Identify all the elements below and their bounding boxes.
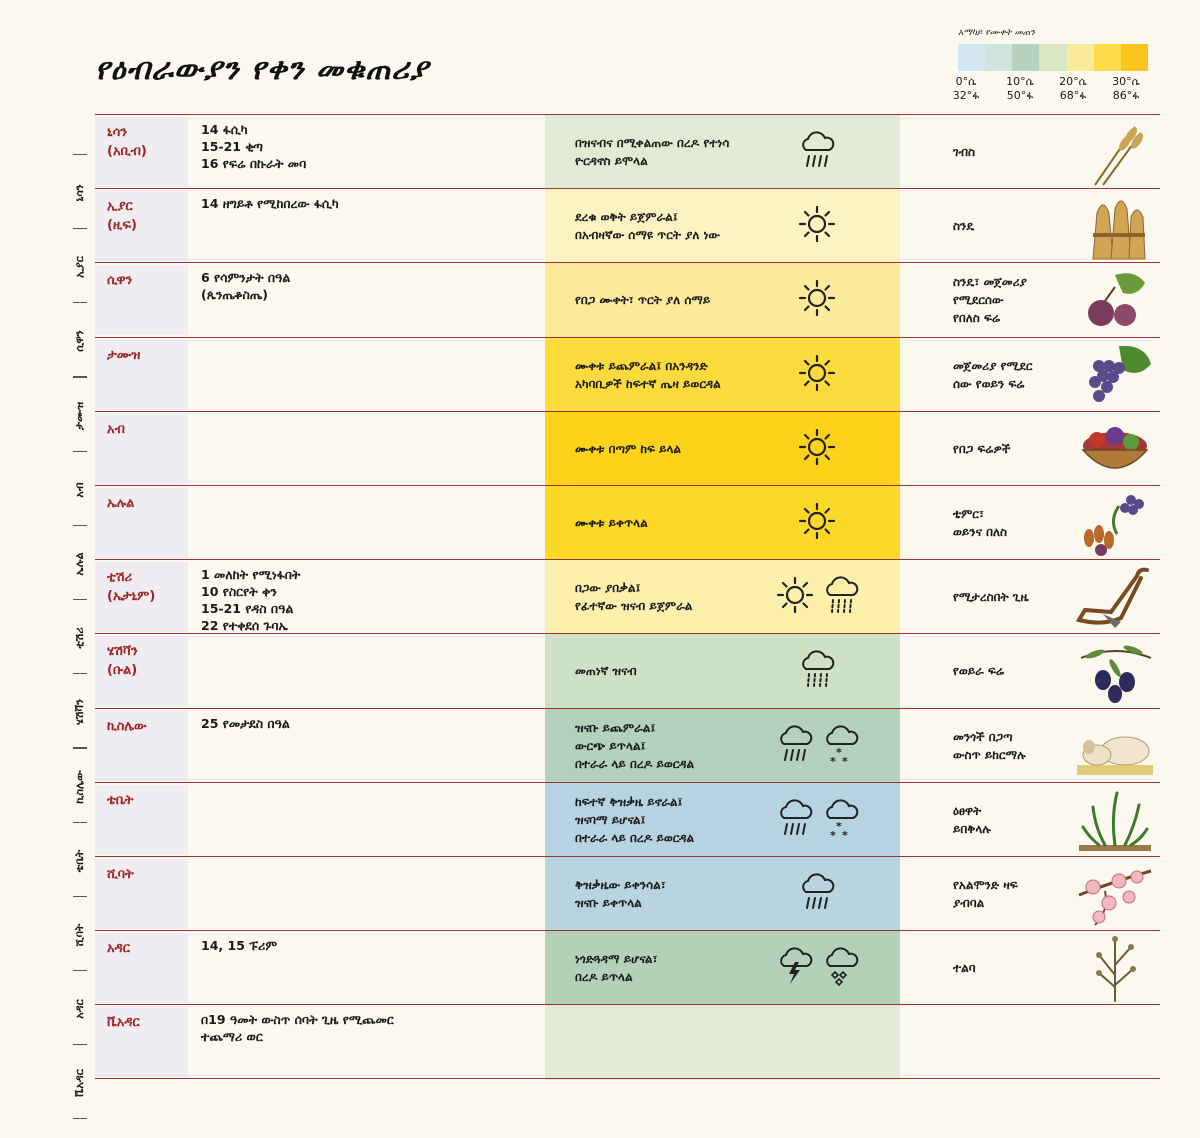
season-label-text: አብ [73, 482, 86, 498]
legend-swatch [1012, 44, 1039, 71]
rain-icon [775, 796, 815, 844]
season-label-text: ቲሽሪ [73, 627, 86, 649]
weather-icons [797, 129, 837, 175]
weather-icons [775, 945, 861, 991]
weather-description: በዝናብና በሚቀልጠው በረዶ የተነሳ ዮርዳኖስ ይሞላል [575, 136, 730, 168]
legend-swatch [958, 44, 985, 71]
legend-tick [1000, 75, 1040, 103]
flax-icon [1075, 935, 1155, 1003]
month-cell [95, 191, 188, 261]
legend-tick-fahrenheit: 68°ፋ [1059, 89, 1087, 102]
weather-description: ደረቁ ወቅት ይጀምራል፤ በአብዛኛው ሰማዩ ጥርት ያለ ነው [575, 210, 720, 243]
festival-events: 14, 15 ፑሪም [201, 938, 278, 954]
month-name: ሄሽቫን (ቡል) [107, 644, 138, 679]
legend-tick [1053, 75, 1093, 103]
svg-text:*: * [842, 754, 848, 766]
season-tick [73, 896, 87, 897]
month-cell [95, 636, 188, 706]
month-cell [95, 1007, 188, 1077]
sun-icon [797, 501, 837, 545]
sheep-icon [1075, 713, 1155, 781]
month-cell [95, 414, 188, 484]
wheat-sheaf-icon [1075, 193, 1155, 261]
calendar-row [95, 114, 1160, 189]
weather-description: የበጋ ሙቀት፣ ጥርት ያለ ሰማይ [575, 293, 711, 308]
legend-swatch [1094, 44, 1121, 71]
crop-description: የሚታረስበት ጊዜ [953, 590, 1029, 605]
month-name: ኢያር (ዚፍ) [107, 199, 137, 234]
fruit-basket-icon [1075, 416, 1155, 484]
crop-description: የአልሞንድ ዛፍ ያብባል [953, 878, 1018, 910]
month-name: ኒሳን (አቢብ) [107, 125, 147, 159]
crop-description: መንጎች በጋጣ ውስጥ ይከርማሉ [953, 729, 1026, 762]
grapes-icon [1075, 342, 1155, 410]
legend-tick-celsius: 10°ሴ [1006, 75, 1034, 88]
season-tick [73, 599, 87, 600]
weather-icons [775, 797, 861, 843]
crop-description: መጀመሪያ የሚደር ሰው የወይን ፍሬ [953, 358, 1033, 391]
weather-icons [797, 203, 837, 249]
rain-icon [797, 870, 837, 918]
festival-events: 6 የሳምንታት በዓል (ጴንጤቆስጤ) [201, 270, 291, 303]
sun-icon [797, 204, 837, 248]
festival-events: 1 መለከት የሚነፋበት 10 የስርየት ቀን 15-21 የዳስ በዓል 22 የተቀደሰ ጉባኤ [201, 567, 301, 634]
calendar-row [95, 337, 1160, 412]
calendar-row [95, 930, 1160, 1005]
svg-text:*: * [830, 828, 836, 840]
season-label-text: ኪስሌው [73, 769, 86, 804]
festival-events: 14 ዘግይቶ የሚከበረው ፋሲካ [201, 196, 339, 212]
calendar-row [95, 559, 1160, 634]
weather-icons [797, 500, 837, 546]
legend-title: አማካይ የሙቀት መጠን [958, 28, 1035, 38]
season-tick [73, 1044, 87, 1045]
month-cell [95, 562, 188, 632]
season-label-text: ኢያር [73, 256, 86, 279]
calendar-row [95, 708, 1160, 783]
calendar-row [95, 411, 1160, 486]
weather-description: ቅዝቃዜው ይቀንሳል፣ ዝናቡ ይቀጥላል [575, 878, 666, 910]
fig-icon [1075, 267, 1155, 335]
calendar-row [95, 856, 1160, 931]
season-tick [73, 970, 87, 971]
weather-icons [775, 574, 861, 620]
legend-tick-celsius: 20°ሴ [1059, 75, 1087, 88]
month-name: ታሙዝ [107, 347, 141, 363]
legend-tick-fahrenheit: 86°ፋ [1112, 89, 1140, 102]
legend-tick-fahrenheit: 32°ፋ [952, 89, 980, 102]
calendar-row [95, 1004, 1160, 1079]
weather-description: በጋው ያበቃል፤ የፊተኛው ዝናብ ይጀምራል [575, 581, 693, 614]
olive-icon [1075, 638, 1155, 706]
crop-description: ገብስ [953, 145, 976, 159]
legend-tick-celsius: 0°ሴ [955, 75, 977, 88]
temperature-legend [952, 28, 1158, 105]
month-cell [95, 711, 188, 781]
legend-tick-celsius: 30°ሴ [1112, 75, 1140, 88]
month-cell [95, 340, 188, 410]
thunder-icon [775, 944, 815, 992]
weather-icons [775, 723, 861, 769]
calendar-row [95, 485, 1160, 560]
season-tick [73, 228, 87, 229]
sun-icon [797, 427, 837, 471]
snow-icon [821, 796, 861, 844]
festival-events: 14 ፋሲካ 15-21 ቂጣ 16 የፍሬ በኩራት መባ [201, 122, 307, 171]
drizzle-icon [821, 573, 861, 621]
season-label-text: ሲዋን [73, 330, 86, 353]
season-label-text: ኒሳን [73, 184, 86, 202]
weather-description: ሙቀቱ ይቀጥላል [575, 516, 648, 530]
month-cell [95, 933, 188, 1003]
hail-icon [821, 944, 861, 992]
legend-ticks [952, 75, 1158, 105]
season-label-text: ታሙዝ [73, 401, 86, 430]
sun-icon [797, 278, 837, 322]
season-tick [73, 748, 87, 749]
weather-icons [797, 426, 837, 472]
sun-icon [797, 353, 837, 397]
legend-swatch [1121, 44, 1148, 71]
weather-description: ሙቀቱ በጣም ከፍ ይላል [575, 441, 682, 456]
festival-events: 25 የመታደስ በዓል [201, 715, 290, 731]
drizzle-icon [797, 647, 837, 695]
table-bottom-border [95, 1078, 1160, 1079]
legend-tick-fahrenheit: 50°ፋ [1006, 89, 1034, 102]
weather-icons [797, 648, 837, 694]
legend-swatch [985, 44, 1012, 71]
month-name: አብ [107, 421, 125, 437]
page-title: የዕብራውያን የቀን መቁጠሪያ [95, 52, 430, 87]
weather-description: ከፍተኛ ቅዝቃዜ ይኖራል፤ ዝናባማ ይሆናል፤ በተራራ ላይ በረዶ ይወርዳል [575, 794, 695, 845]
crop-description: ስንዴ [953, 219, 975, 234]
season-tick [73, 302, 87, 303]
weather-icons [797, 277, 837, 323]
svg-text:*: * [836, 819, 842, 833]
season-tick [73, 822, 87, 823]
season-label-text: ሺባት [73, 923, 86, 947]
crop-description: ተልባ [953, 961, 976, 976]
calendar-row [95, 782, 1160, 857]
plough-icon [1075, 564, 1155, 632]
snow-icon [821, 722, 861, 770]
legend-swatch [1039, 44, 1066, 71]
month-name: ኤሉል [107, 496, 135, 511]
season-label-text: ሄሽቫን [73, 699, 86, 726]
crop-description: ስንዴ፣ መጀመሪያ የሚደርሰው የበለስ ፍሬ [953, 275, 1027, 326]
legend-swatch [1067, 44, 1094, 71]
sun-icon [775, 575, 815, 619]
svg-text:*: * [836, 745, 842, 759]
season-tick [73, 451, 87, 452]
festival-events: በ19 ዓመት ውስጥ ሰባት ጊዜ የሚጨመር ተጨማሪ ወር [201, 1012, 394, 1045]
almond-blossom-icon [1075, 861, 1155, 929]
rain-icon [797, 128, 837, 176]
calendar-row [95, 633, 1160, 708]
crop-description: የወይራ ፍሬ [953, 664, 1005, 679]
month-cell [95, 265, 188, 335]
month-cell [95, 117, 188, 187]
season-tick [73, 1118, 87, 1119]
crop-description: ዕፀዋት ይበቅላሉ [953, 803, 991, 836]
season-tick [73, 673, 87, 674]
season-tick [73, 377, 87, 378]
calendar-row [95, 262, 1160, 337]
svg-text:*: * [830, 754, 836, 766]
weather-description: መጠነኛ ዝናብ [575, 664, 637, 679]
crop-description: ቴምር፣ ወይንና በለስ [953, 507, 1008, 539]
month-name: ሺባት [107, 867, 134, 882]
legend-tick [946, 75, 986, 103]
legend-color-bar [958, 44, 1148, 71]
weather-description: ሙቀቱ ይጨምራል፤ በአንዳንድ አካባቢዎች ከፍተኛ ጤዛ ይወርዳል [575, 358, 721, 391]
month-name: ቴቤት [107, 792, 134, 808]
svg-text:*: * [842, 828, 848, 840]
rain-icon [775, 722, 815, 770]
weather-description: ዝናቡ ይጨምራል፤ ውርጭ ይጥላል፤ በተራራ ላይ በረዶ ይወርዳል [575, 720, 695, 771]
calendar-row [95, 188, 1160, 263]
month-name: ሲዋን [107, 273, 133, 289]
dates-icon [1075, 490, 1155, 558]
season-tick [73, 525, 87, 526]
weather-icons [797, 871, 837, 917]
season-label-text: ቴቤት [73, 849, 86, 873]
month-cell [95, 859, 188, 929]
month-name: ቲሽሪ (ኤታኒም) [107, 570, 156, 605]
season-label-text: ኤሉል [73, 552, 86, 576]
month-name: አዳር [107, 941, 130, 957]
month-name: ቬአዳር [107, 1015, 140, 1031]
weather-description: ነጎድጓዳማ ይሆናል፣ በረዶ ይጥላል [575, 952, 658, 985]
weather-icons [797, 352, 837, 398]
month-cell [95, 785, 188, 855]
month-name: ኪስሌው [107, 718, 147, 734]
barley-icon [1075, 119, 1155, 187]
legend-tick [1106, 75, 1146, 103]
crop-description: የበጋ ፍሬዎች [953, 441, 1011, 456]
season-tick [73, 154, 87, 155]
plant-icon [1075, 787, 1155, 855]
month-cell [95, 488, 188, 558]
season-label-text: ቬአዳር [73, 1069, 86, 1098]
season-label-text: አዳር [73, 999, 86, 1019]
